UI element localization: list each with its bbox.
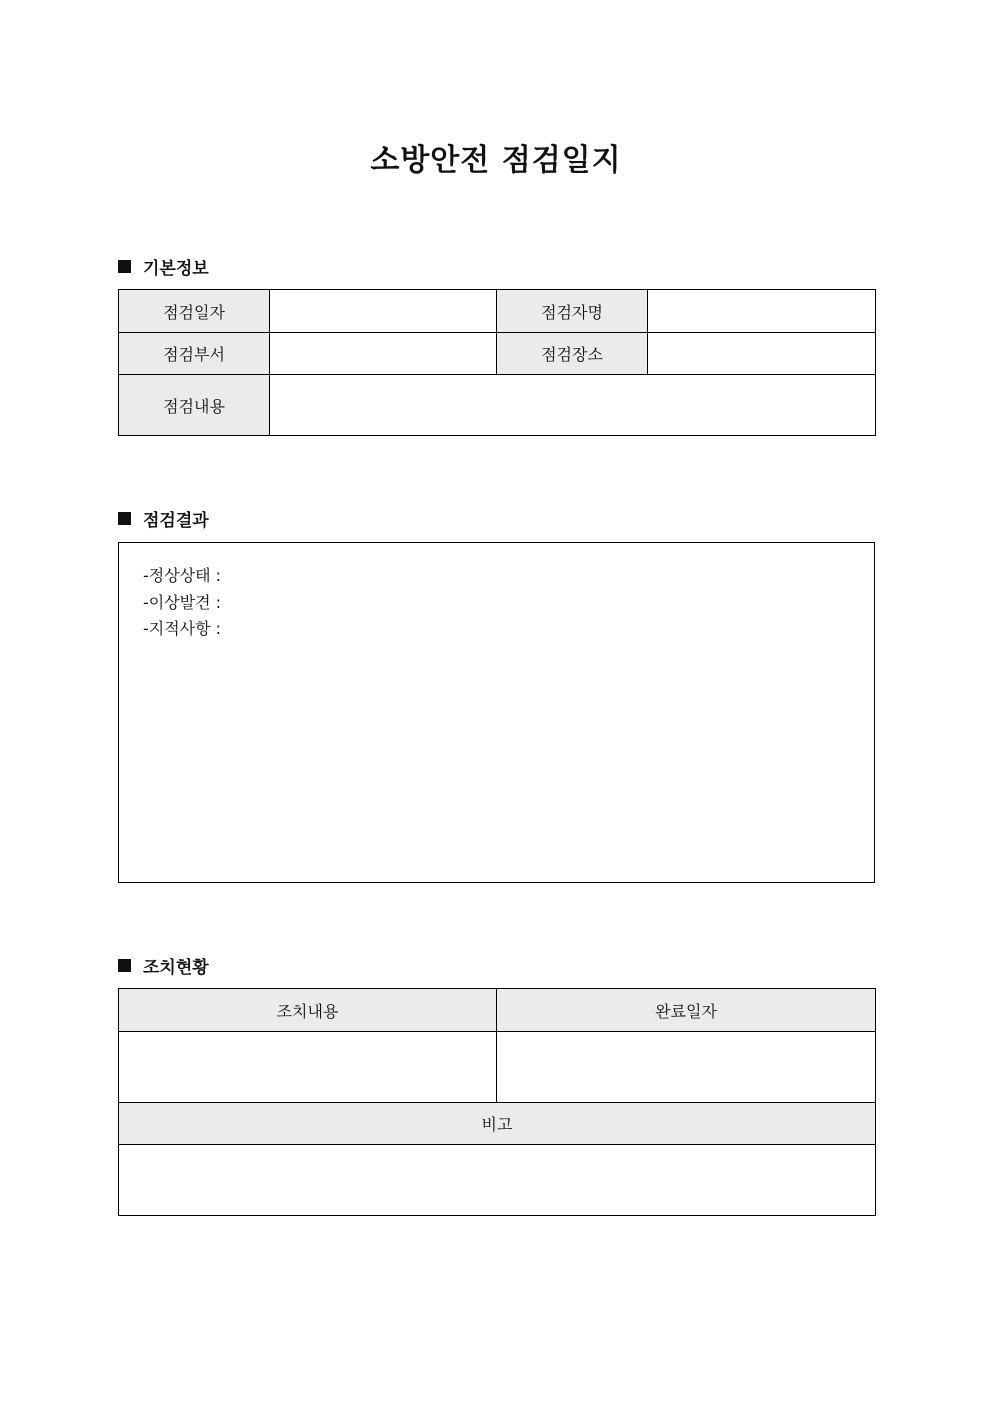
results-heading-label: 점검결과 xyxy=(143,511,209,531)
remarks-value-row xyxy=(119,1145,876,1216)
square-bullet-icon xyxy=(118,959,131,972)
remarks-label: 비고 xyxy=(119,1103,876,1145)
remarks-header-row xyxy=(119,1103,876,1145)
results-lines xyxy=(143,563,221,643)
inspector-field[interactable] xyxy=(648,290,876,333)
basic-info-heading xyxy=(118,254,209,279)
abnormal-found-line: -이상발견 : xyxy=(143,592,222,612)
location-field[interactable] xyxy=(648,333,876,375)
basic-info-row-3 xyxy=(119,375,876,436)
department-label: 점검부서 xyxy=(119,333,270,375)
document-title: 소방안전 점검일지 xyxy=(370,143,622,178)
actions-heading xyxy=(118,953,209,978)
square-bullet-icon xyxy=(118,512,131,525)
results-heading xyxy=(118,506,209,531)
completion-date-field[interactable] xyxy=(497,1032,876,1103)
date-field[interactable] xyxy=(270,290,497,333)
actions-value-row xyxy=(119,1032,876,1103)
actions-header-row xyxy=(119,989,876,1032)
basic-info-heading-label: 기본정보 xyxy=(143,259,209,279)
normal-status-line: -정상상태 : xyxy=(143,566,222,585)
results-box[interactable] xyxy=(118,542,875,883)
basic-info-row-1 xyxy=(119,290,876,333)
action-content-field[interactable] xyxy=(119,1032,497,1103)
location-label: 점검장소 xyxy=(497,333,648,375)
findings-line: -지적사항 : xyxy=(143,619,222,638)
actions-heading-label: 조치현황 xyxy=(143,958,209,978)
actions-table xyxy=(118,988,876,1216)
content-field[interactable] xyxy=(270,375,876,436)
department-field[interactable] xyxy=(270,333,497,375)
completion-date-label: 완료일자 xyxy=(497,989,876,1032)
inspector-label: 점검자명 xyxy=(497,290,648,333)
remarks-field[interactable] xyxy=(119,1145,876,1216)
square-bullet-icon xyxy=(118,260,131,273)
action-content-label: 조치내용 xyxy=(119,989,497,1032)
content-label: 점검내용 xyxy=(119,375,270,436)
date-label: 점검일자 xyxy=(119,290,270,333)
basic-info-table xyxy=(118,289,876,436)
basic-info-row-2 xyxy=(119,333,876,375)
